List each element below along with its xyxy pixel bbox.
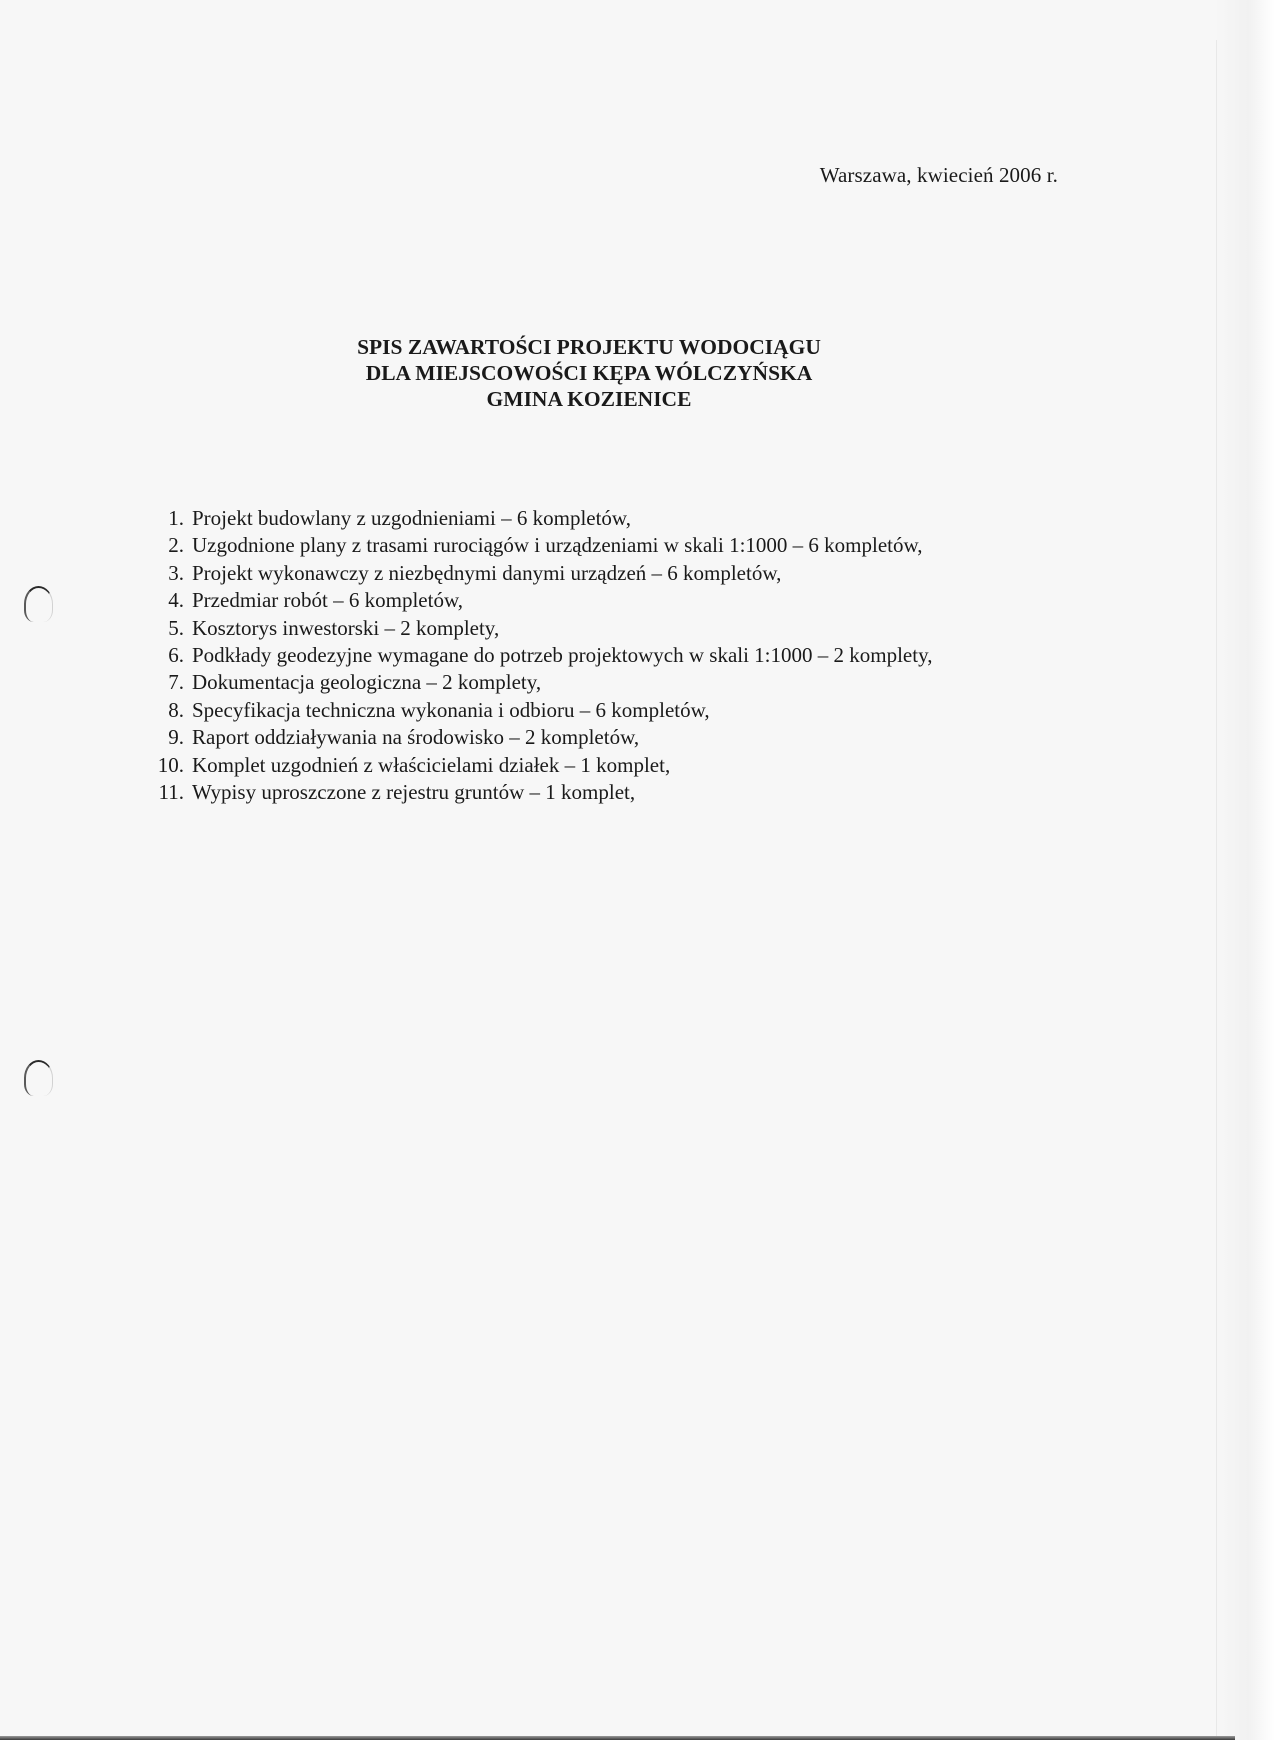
- punch-hole-icon: [24, 586, 53, 622]
- date-line: Warszawa, kwiecień 2006 r.: [819, 163, 1058, 187]
- item-text: Przedmiar robót – 6 kompletów,: [192, 588, 464, 613]
- contents-list: [142, 505, 1012, 806]
- item-number: 7.: [168, 670, 184, 695]
- list-item: [142, 697, 1012, 724]
- item-text: Raport oddziaływania na środowisko – 2 kompletów,: [192, 725, 640, 750]
- item-number: 8.: [168, 697, 184, 722]
- title-line: SPIS ZAWARTOŚCI PROJEKTU WODOCIĄGU: [357, 335, 821, 359]
- list-item: [142, 560, 1012, 587]
- item-text: Kosztorys inwestorski – 2 komplety,: [192, 615, 500, 640]
- list-item: [142, 587, 1012, 614]
- scan-edge-shadow: [1215, 0, 1275, 1755]
- list-item: [142, 779, 1012, 806]
- item-number: 4.: [168, 588, 184, 613]
- item-number: 9.: [168, 725, 184, 750]
- item-number: 2.: [168, 533, 184, 558]
- list-item: [142, 532, 1012, 559]
- item-number: 6.: [168, 643, 184, 668]
- punch-hole-icon: [24, 1060, 53, 1096]
- item-number: 3.: [168, 560, 184, 585]
- title-line: DLA MIEJSCOWOŚCI KĘPA WÓLCZYŃSKA: [365, 361, 813, 385]
- list-item: [142, 615, 1012, 642]
- item-text: Projekt wykonawczy z niezbędnymi danymi urządzeń – 6 kompletów,: [192, 560, 782, 585]
- item-number: 5.: [168, 615, 184, 640]
- item-text: Podkłady geodezyjne wymagane do potrzeb projektowych w skali 1:1000 – 2 komplety,: [192, 643, 933, 668]
- item-text: Specyfikacja techniczna wykonania i odbioru – 6 kompletów,: [192, 697, 710, 722]
- title-line: GMINA KOZIENICE: [486, 387, 692, 411]
- item-text: Wypisy uproszczone z rejestru gruntów – 1 komplet,: [192, 780, 636, 805]
- list-item: [142, 642, 1012, 669]
- list-item: [142, 752, 1012, 779]
- list-item: [142, 724, 1012, 751]
- item-text: Dokumentacja geologiczna – 2 komplety,: [192, 670, 542, 695]
- item-number: 1.: [168, 506, 184, 530]
- item-text: Uzgodnione plany z trasami rurociągów i urządzeniami w skali 1:1000 – 6 kompletów,: [192, 533, 923, 558]
- item-text: Komplet uzgodnień z właścicielami działek – 1 komplet,: [192, 752, 671, 777]
- item-number: 11.: [158, 780, 184, 805]
- list-item: [142, 669, 1012, 696]
- scan-edge-line: [1216, 40, 1217, 1740]
- item-number: 10.: [157, 752, 184, 777]
- document-title: [0, 334, 1178, 412]
- scan-bottom-margin: [0, 1740, 1275, 1755]
- item-text: Projekt budowlany z uzgodnieniami – 6 kompletów,: [192, 506, 631, 530]
- list-item: [142, 505, 1012, 532]
